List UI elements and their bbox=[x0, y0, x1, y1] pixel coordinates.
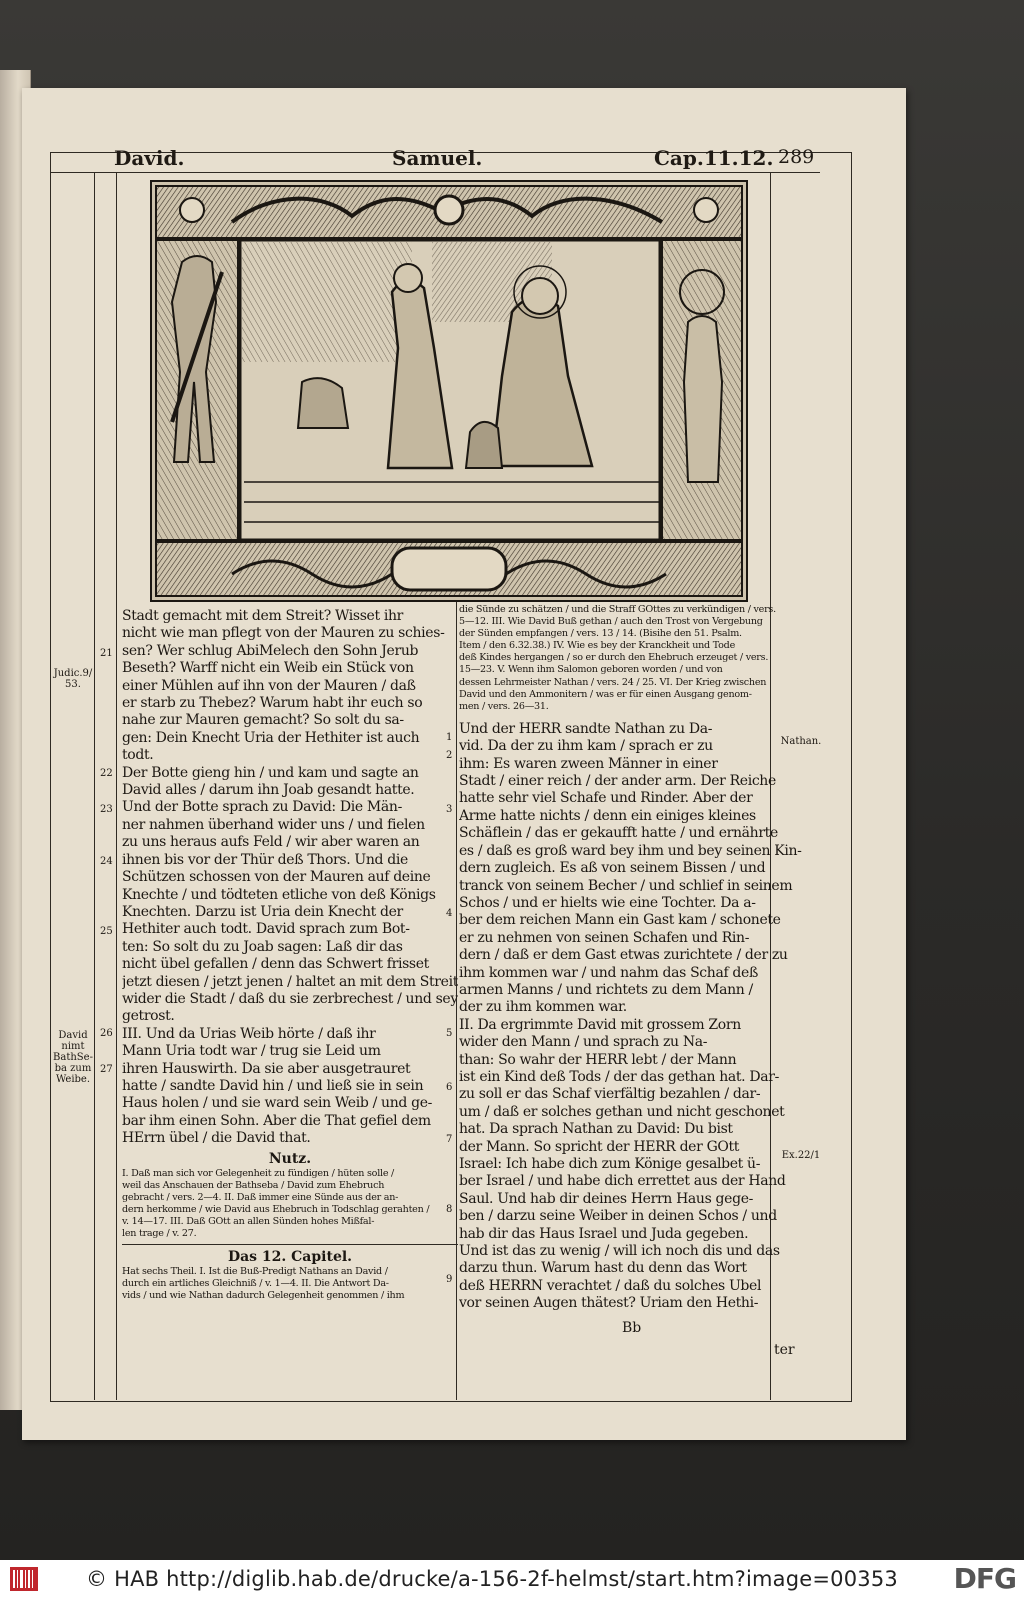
text-line: ten: So solt du zu Joab sagen: Laß dir das bbox=[122, 938, 403, 955]
running-head-right: Cap.11.12. bbox=[654, 146, 774, 170]
margin-note-ex: Ex.22/1 bbox=[781, 1150, 821, 1161]
text-line: Israel: Ich habe dich zum Könige gesalbet ü- bbox=[459, 1156, 761, 1172]
text-line: dern herkomme / wie David aus Ehebruch in Todschlag gerahten / bbox=[122, 1203, 430, 1215]
text-line: David und den Ammonitern / was er für einen Ausgang genom- bbox=[459, 688, 752, 700]
woodcut-illustration bbox=[150, 180, 748, 602]
left-text-column bbox=[122, 608, 458, 1302]
text-line: ber dem reichen Mann ein Gast kam / schonete bbox=[459, 912, 781, 929]
verse-number: 26 bbox=[100, 1028, 113, 1039]
text-line: weil das Anschauen der Bathseba / David zum Ehebruch bbox=[122, 1179, 385, 1191]
signature-mark: Bb bbox=[622, 1320, 642, 1336]
text-line: Saul. Und hab dir deines Herrn Haus gege- bbox=[459, 1190, 754, 1207]
text-line: er starb zu Thebez? Warum habt ihr euch so bbox=[122, 695, 423, 712]
page-number: 289 bbox=[778, 146, 815, 168]
text-line: 15—23. V. Wenn ihm Salomon geboren worden / und von bbox=[459, 664, 723, 676]
text-line: Und ist das zu wenig / will ich noch dis und das bbox=[459, 1243, 780, 1260]
text-line: gebracht / vers. 2—4. II. Daß immer eine Sünde aus der an- bbox=[122, 1191, 399, 1203]
text-line: armen Manns / und richtets zu dem Mann / bbox=[459, 981, 753, 998]
text-line: die Sünde zu schätzen / und die Straff GOttes zu verkündigen / vers. bbox=[459, 604, 776, 615]
text-line: der Mann. So spricht der HERR der GOtt bbox=[459, 1138, 740, 1155]
text-line: men / vers. 26—31. bbox=[459, 700, 549, 712]
text-line: HErrn übel / die David that. bbox=[122, 1130, 311, 1147]
text-line: wider die Stadt / daß du sie zerbrechest / und sey bbox=[122, 990, 458, 1007]
text-line: I. Daß man sich vor Gelegenheit zu fündigen / hüten solle / bbox=[122, 1167, 395, 1179]
text-line: Und der Botte sprach zu David: Die Män- bbox=[122, 799, 402, 816]
text-line: deß HERRN verachtet / daß du solches Ubel bbox=[459, 1277, 762, 1294]
text-line: der zu ihm kommen war. bbox=[459, 999, 627, 1016]
text-line: darzu thun. Warum hast du denn das Wort bbox=[459, 1260, 747, 1277]
text-line: ist ein Kind deß Tods / der das gethan hat. Dar- bbox=[459, 1068, 779, 1085]
text-line: vid. Da der zu ihm kam / sprach er zu bbox=[459, 738, 713, 755]
verse-number: 21 bbox=[100, 648, 113, 659]
text-line: getrost. bbox=[122, 1008, 175, 1025]
verse-number: 6 bbox=[446, 1082, 453, 1093]
text-line: nahe zur Mauren gemacht? So solt du sa- bbox=[122, 712, 404, 729]
text-line: vor seinen Augen thätest? Uriam den Hethi- bbox=[459, 1295, 759, 1312]
margin-note-judic: Judic.9/ 53. bbox=[53, 668, 93, 690]
woodcut-drawing bbox=[152, 182, 746, 600]
text-line: v. 14—17. III. Daß GOtt an allen Sünden hohes Mißfal- bbox=[122, 1215, 375, 1227]
text-line: Schäflein / das er gekaufft hatte / und ernährte bbox=[459, 825, 778, 842]
text-line: Haus holen / und sie ward sein Weib / und ge- bbox=[122, 1095, 433, 1112]
text-line: einer Mühlen auf ihn von der Mauren / daß bbox=[122, 677, 416, 694]
text-line: ihnen bis vor der Thür deß Thors. Und die bbox=[122, 851, 408, 868]
chapter-summary-lines bbox=[122, 1266, 458, 1302]
verse-number: 2 bbox=[446, 750, 453, 761]
text-line: Der Botte gieng hin / und kam und sagte an bbox=[122, 764, 419, 781]
text-line: ben / darzu seine Weiber in deinen Schos / und bbox=[459, 1208, 777, 1225]
nutz-heading: Nutz. bbox=[268, 1150, 312, 1167]
text-line: Knechte / und tödteten etliche von deß Königs bbox=[122, 886, 436, 903]
running-head-left: David. bbox=[114, 146, 185, 170]
verse-number: 7 bbox=[446, 1134, 453, 1145]
text-line: vids / und wie Nathan dadurch Gelegenheit genommen / ihm bbox=[122, 1290, 405, 1302]
left-body-lines bbox=[122, 608, 458, 1148]
text-line: II. Da ergrimmte David mit grossem Zorn bbox=[459, 1016, 741, 1033]
text-line: todt. bbox=[122, 747, 154, 764]
verse-number: 23 bbox=[100, 804, 113, 815]
text-line: len trage / v. 27. bbox=[122, 1228, 197, 1240]
verse-rule-left bbox=[116, 172, 117, 1400]
chapter-heading: Das 12. Capitel. bbox=[227, 1249, 353, 1266]
text-line: dern zugleich. Es aß von seinem Bissen / und bbox=[459, 860, 766, 877]
margin-note-nathan: Nathan. bbox=[780, 736, 822, 747]
text-line: sen? Wer schlug AbiMelech den Sohn Jerub bbox=[122, 642, 419, 659]
verse-number: 5 bbox=[446, 1028, 453, 1039]
verse-number: 24 bbox=[100, 856, 113, 867]
nutz-divider bbox=[122, 1244, 458, 1245]
right-text-column bbox=[459, 604, 811, 1313]
text-line: um / daß er solches gethan und nicht geschonet bbox=[459, 1103, 785, 1120]
verse-number: 1 bbox=[446, 732, 453, 743]
text-line: Hat sechs Theil. I. Ist die Buß-Predigt Nathans an David / bbox=[122, 1266, 388, 1278]
text-line: Und der HERR sandte Nathan zu Da- bbox=[459, 720, 713, 737]
footer-credit-link[interactable]: © HAB http://diglib.hab.de/drucke/a-156-2f-helmst/start.htm?image=00353 bbox=[86, 1566, 898, 1591]
text-line: ihm: Es waren zween Männer in einer bbox=[459, 755, 718, 772]
text-line: than: So wahr der HERR lebt / der Mann bbox=[459, 1051, 737, 1068]
spacer bbox=[459, 713, 811, 721]
verse-number: 25 bbox=[100, 926, 113, 937]
verse-number: 3 bbox=[446, 804, 453, 815]
text-line: hatte / sandte David hin / und ließ sie in sein bbox=[122, 1077, 424, 1094]
text-line: zu soll er das Schaf vierfältig bezahlen / dar- bbox=[459, 1086, 761, 1103]
margin-note-david: David nimt BathSe- ba zum Weibe. bbox=[53, 1030, 93, 1085]
verse-number: 27 bbox=[100, 1064, 113, 1075]
running-head-center: Samuel. bbox=[392, 146, 483, 170]
book-page bbox=[22, 88, 906, 1440]
text-line: nicht wie man pflegt von der Mauren zu schies- bbox=[122, 625, 445, 642]
text-line: ner nahmen überhand wider uns / und fielen bbox=[122, 816, 425, 833]
text-line: es / daß es groß ward bey ihm und bey seinen Kin- bbox=[459, 842, 802, 859]
text-line: ihm kommen war / und nahm das Schaf deß bbox=[459, 964, 758, 981]
text-line: Hethiter auch todt. David sprach zum Bot- bbox=[122, 921, 410, 938]
right-body-lines bbox=[459, 721, 811, 1313]
text-line: III. Und da Urias Weib hörte / daß ihr bbox=[122, 1025, 376, 1042]
catchword: ter bbox=[774, 1342, 795, 1358]
text-line: er zu nehmen von seinen Schafen und Rin- bbox=[459, 929, 750, 946]
text-line: Schützen schossen von der Mauren auf deine bbox=[122, 869, 431, 886]
header-rule bbox=[50, 172, 820, 173]
text-line: Arme hatte nichts / denn ein einiges kleines bbox=[459, 807, 756, 824]
text-line: 5—12. III. Wie David Buß gethan / auch den Trost von Vergebung bbox=[459, 616, 763, 628]
text-line: deß Kindes hergangen / so er durch den Ehebruch erzeuget / vers. bbox=[459, 652, 769, 664]
text-line: bar ihm einen Sohn. Aber die That gefiel dem bbox=[122, 1112, 431, 1129]
text-line: der Sünden empfangen / vers. 13 / 14. (Bisihe den 51. Psalm. bbox=[459, 628, 742, 640]
verse-number: 4 bbox=[446, 908, 453, 919]
text-line: hatte sehr viel Schafe und Rinder. Aber der bbox=[459, 790, 753, 807]
text-line: durch ein artliches Gleichniß / v. 1—4. II. Die Antwort Da- bbox=[122, 1278, 389, 1290]
text-line: dessen Lehrmeister Nathan / vers. 24 / 25. VI. Der Krieg zwischen bbox=[459, 676, 767, 688]
verse-number: 8 bbox=[446, 1204, 453, 1215]
chapter-summary-continued bbox=[459, 604, 811, 713]
footer-bar bbox=[0, 1560, 1024, 1597]
text-line: ihren Hauswirth. Da sie aber ausgetrauret bbox=[122, 1060, 411, 1077]
nutz-lines bbox=[122, 1168, 458, 1241]
text-line: Mann Uria todt war / trug sie Leid um bbox=[122, 1043, 381, 1060]
dfg-logo: DFG bbox=[953, 1562, 1016, 1595]
verse-number: 9 bbox=[446, 1274, 453, 1285]
text-line: Item / den 6.32.38.) IV. Wie es bey der Kranckheit und Tode bbox=[459, 640, 735, 652]
verse-number: 22 bbox=[100, 768, 113, 779]
text-line: tranck von seinem Becher / und schlief in seinem bbox=[459, 877, 793, 894]
text-line: hat. Da sprach Nathan zu David: Du bist bbox=[459, 1121, 733, 1138]
text-line: Knechten. Darzu ist Uria dein Knecht der bbox=[122, 903, 403, 920]
text-line: Stadt / einer reich / der ander arm. Der Reiche bbox=[459, 773, 776, 790]
text-line: ber Israel / und habe dich errettet aus der Hand bbox=[459, 1173, 786, 1190]
text-line: Stadt gemacht mit dem Streit? Wisset ihr bbox=[122, 608, 403, 624]
text-line: gen: Dein Knecht Uria der Hethiter ist auch bbox=[122, 729, 420, 746]
text-line: hab dir das Haus Israel und Juda gegeben. bbox=[459, 1225, 749, 1242]
text-line: Beseth? Warff nicht ein Weib ein Stück von bbox=[122, 660, 414, 677]
text-line: zu uns heraus aufs Feld / wir aber waren an bbox=[122, 834, 420, 851]
text-line: nicht übel gefallen / denn das Schwert frisset bbox=[122, 956, 429, 973]
text-line: dern / daß er dem Gast etwas zurichtete / der zu bbox=[459, 947, 788, 964]
margin-rule-left bbox=[94, 172, 95, 1400]
text-line: wider den Mann / und sprach zu Na- bbox=[459, 1034, 708, 1051]
text-line: jetzt diesen / jetzt jenen / haltet an mit dem Streit bbox=[122, 973, 458, 990]
barcode-logo-icon bbox=[10, 1567, 38, 1591]
text-line: Schos / und er hielts wie eine Tochter. Da a- bbox=[459, 894, 756, 911]
text-line: David alles / darum ihn Joab gesandt hatte. bbox=[122, 782, 415, 799]
